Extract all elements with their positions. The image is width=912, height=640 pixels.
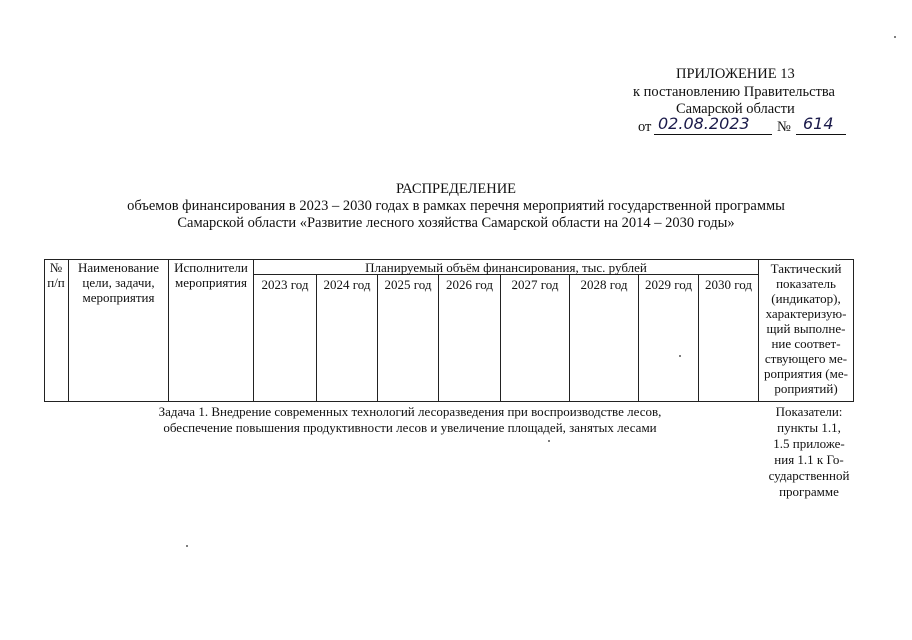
note-line: ния 1.1 к Го- <box>774 452 844 467</box>
header-text: (индикатор), <box>771 291 841 306</box>
year-header: 2026 год <box>446 277 493 292</box>
col-header-name <box>69 260 168 305</box>
col-divider <box>500 274 501 402</box>
header-text: ствующего ме- <box>764 351 848 366</box>
handwritten-number: 614 <box>803 114 834 133</box>
year-header: 2024 год <box>323 277 371 292</box>
note-line: пункты 1.1, <box>777 420 841 435</box>
header-text: мероприятия <box>174 275 247 290</box>
header-text: роприятий) <box>774 381 838 396</box>
header-text: ние соответ- <box>771 336 841 351</box>
appendix-region: Самарской области <box>676 101 795 117</box>
col-divider <box>438 274 439 402</box>
title-line-2: Самарской области «Развитие лесного хозяйства Самарской области на 2014 – 2030 годы» <box>177 215 735 231</box>
note-line: сударственной <box>768 468 850 483</box>
scan-speck <box>548 440 550 442</box>
col-divider <box>638 274 639 402</box>
note-line: 1.5 приложе- <box>773 436 845 451</box>
col-header-indicator <box>759 261 853 396</box>
col-header-executors <box>169 260 253 290</box>
title-heading: РАСПРЕДЕЛЕНИЕ <box>395 181 517 197</box>
header-text: роприятия (ме- <box>764 366 848 381</box>
date-prefix: от <box>638 119 652 135</box>
note-line: Показатели: <box>775 404 843 419</box>
header-text: показатель <box>776 276 836 291</box>
handwritten-date: 02.08.2023 <box>658 114 750 133</box>
year-header: 2030 год <box>705 277 752 292</box>
title-line-1: объемов финансирования в 2023 – 2030 годах в рамках перечня мероприятий государственной программы <box>127 198 785 214</box>
year-header: 2025 год <box>384 277 432 292</box>
scan-speck <box>186 545 188 547</box>
indicators-note <box>759 404 859 500</box>
header-text: мероприятия <box>82 290 155 305</box>
header-text: Тактический <box>770 261 842 276</box>
col-header-funding <box>254 260 758 275</box>
scan-speck <box>894 36 896 38</box>
header-text: п/п <box>47 275 65 290</box>
year-header: 2029 год <box>645 277 692 292</box>
col-header-number <box>44 260 68 290</box>
appendix-decree-ref: к постановлению Правительства <box>633 84 835 100</box>
table-border-right <box>853 259 854 402</box>
header-text: щий выполне- <box>766 321 846 336</box>
year-header: 2023 год <box>261 277 309 292</box>
appendix-title: ПРИЛОЖЕНИЕ 13 <box>676 66 795 82</box>
year-header: 2028 год <box>580 277 628 292</box>
date-underline <box>654 134 772 135</box>
header-text: Наименование <box>78 260 159 275</box>
task-description <box>110 404 710 436</box>
task-line-1: Задача 1. Внедрение современных технологий лесоразведения при воспроизводстве лесов, <box>158 404 662 419</box>
col-divider <box>569 274 570 402</box>
header-text: Исполнители <box>174 260 248 275</box>
task-line-2: обеспечение повышения продуктивности лесов и увеличение площадей, занятых лесами <box>163 420 657 435</box>
header-text: характеризую- <box>765 306 847 321</box>
number-underline <box>796 134 846 135</box>
year-header: 2027 год <box>511 277 559 292</box>
header-text: Планируемый объём финансирования, тыс. рублей <box>365 260 647 275</box>
col-divider <box>698 274 699 402</box>
table-header-bottom-border <box>44 401 854 402</box>
note-line: программе <box>779 484 839 499</box>
number-prefix: № <box>777 119 791 135</box>
col-divider <box>377 274 378 402</box>
scan-speck <box>679 355 681 357</box>
header-text: цели, задачи, <box>82 275 155 290</box>
document-title <box>0 181 912 232</box>
header-text: № <box>49 260 63 275</box>
col-divider <box>316 274 317 402</box>
